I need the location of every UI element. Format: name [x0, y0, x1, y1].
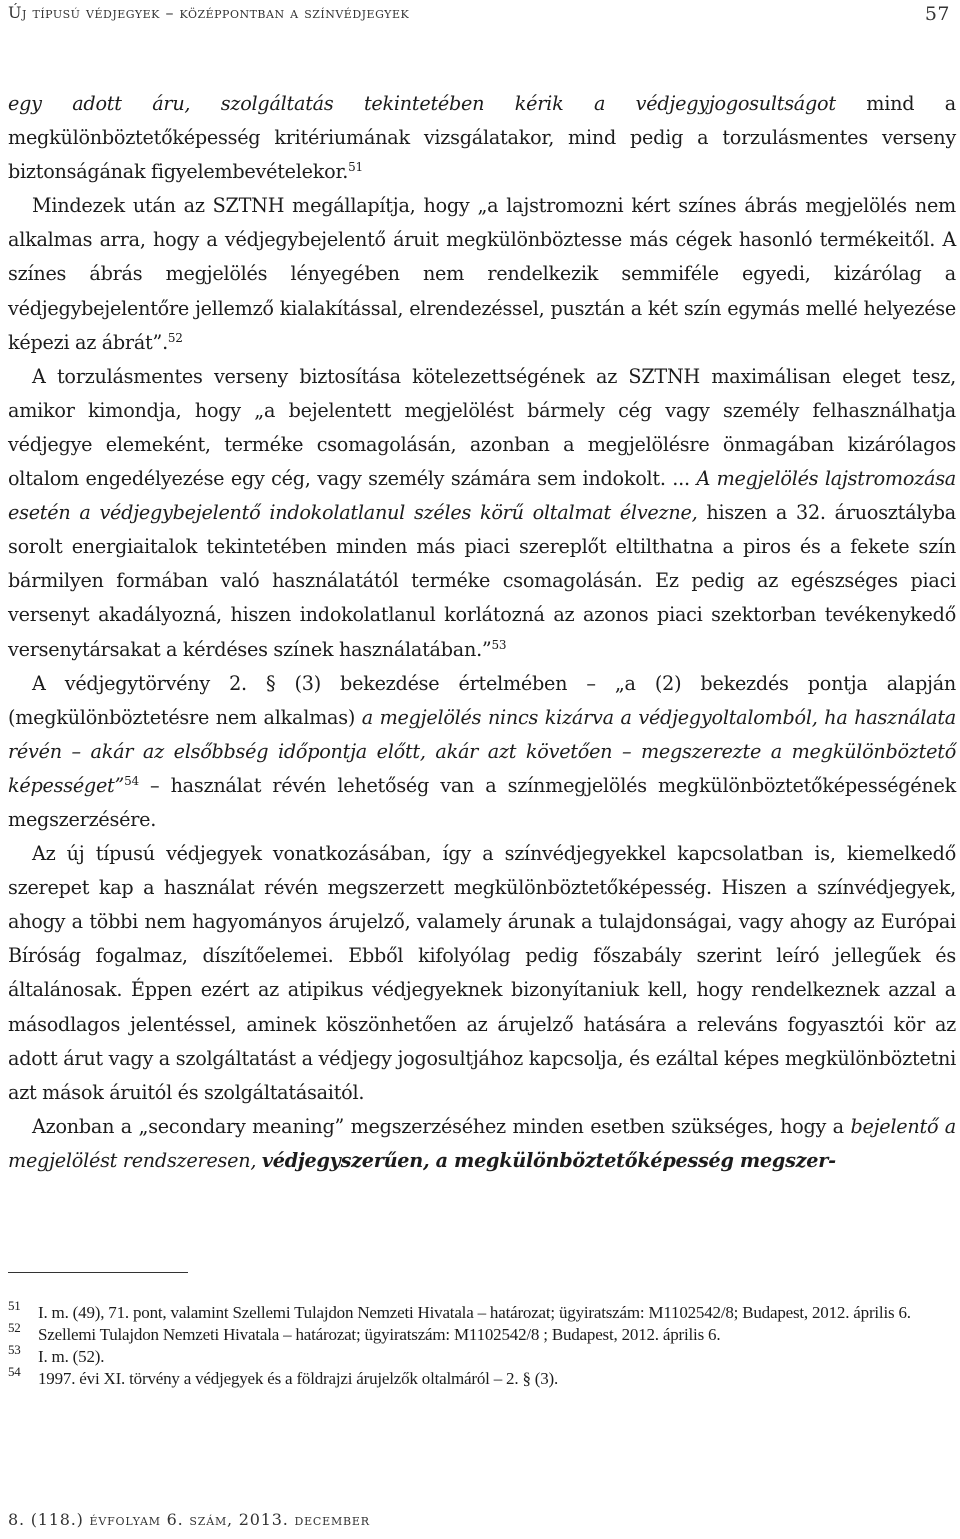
p5-text: Az új típusú védjegyek vonatkozásában, így a színvédjegyekkel kapcsolatban is, kiemelkedő szerepet kap a használat révén megszerzett megkülönböztetőképesség. Hiszen a színvédjegyek, ahogy a többi nem hagyományos árujelző, valamely árunak a tulajdonságai, vagy ahogy az Európai Bíróság fogalmaz, díszítőelemei. Ebből kifolyólag pedig főszabály szerint leíró jellegűek és általánosak. Éppen ezért az atipikus védjegyeknek bizonyítaniuk kell, hogy rendelkeznek azzal a másodlagos jelentéssel, aminek köszönhetően az árujelző hatására a releváns fogyasztói kör az adott árut vagy a szolgáltatást a védjegy jogosultjához kapcsolja, és ezáltal képes megkülönböztetni azt mások áruitól és szolgáltatásaitól. — [8, 842, 956, 1104]
p4-italic: a megjelölés nincs kizárva a védjegyoltalomból, ha használata révén – akár az elsőbbség időpontja előtt, akár azt követően – megszerezte a megkülönböztető képességet” — [8, 705, 956, 797]
footnote-52 — [8, 1320, 960, 1346]
footnote-ref-52[interactable]: 52 — [167, 330, 183, 345]
running-header — [8, 3, 956, 27]
footnote-text: Szellemi Tulajdon Nemzeti Hivatala – határozat; ügyiratszám: M1102542/8 ; Budapest, 2012. április 6. — [38, 1325, 721, 1344]
p3-text: A torzulásmentes verseny biztosítása kötelezettségének az SZTNH maximálisan eleget tesz, amikor kimondja, hogy „a bejelentett megjelölést bármely cég vagy személy felhasználhatja védjegye elemeként, terméke csomagolásán, azonban a megjelölésre önmagában kizárólagos oltalom engedélyezése egy cég, vagy személy számára sem indokolt. ... — [8, 364, 956, 491]
paragraph-6 — [8, 1110, 956, 1178]
p6-italic: bejelentő a megjelölést rendszeresen, — [8, 1114, 956, 1172]
paragraph-2 — [8, 189, 956, 359]
p3-italic: A megjelölés lajstromozása esetén a védjegybejelentő indokolatlanul széles körű oltalmat élvezne, — [8, 467, 956, 525]
footnote-text: 1997. évi XI. törvény a védjegyek és a földrajzi árujelzők oltalmáról – 2. § (3). — [38, 1369, 559, 1388]
paragraph-1 — [8, 87, 956, 189]
p1-text: mind a megkülönböztetőképesség kritériumának vizsgálatakor, mind pedig a torzulásmentes verseny biztonságának figyelembevételekor. — [8, 92, 956, 184]
footnote-number: 53 — [8, 1342, 21, 1357]
paragraph-5 — [8, 837, 956, 1110]
footnote-number: 52 — [8, 1320, 21, 1335]
footnote-ref-54[interactable]: 54 — [124, 773, 139, 788]
paragraph-3 — [8, 360, 956, 667]
footnote-divider — [8, 1272, 188, 1273]
footnote-53 — [8, 1342, 960, 1368]
p4-text: A védjegytörvény 2. § (3) bekezdése értelmében – „a (2) bekezdés pontja alapján (megkülönböztetésre nem alkalmas) — [8, 671, 956, 729]
footnote-ref-51[interactable]: 51 — [348, 160, 363, 175]
p6-text: Azonban a „secondary meaning” megszerzéséhez minden esetben szükséges, hogy a — [32, 1114, 851, 1138]
body-text — [8, 87, 956, 1178]
p6-bold-italic: védjegyszerűen, a megkülönböztetőképesség megszer- — [261, 1148, 836, 1172]
footnote-54 — [8, 1364, 960, 1390]
footnote-number: 51 — [8, 1298, 21, 1313]
footnote-ref-53[interactable]: 53 — [491, 637, 507, 652]
footnote-text: I. m. (49), 71. pont, valamint Szellemi Tulajdon Nemzeti Hivatala – határozat; ügyiratszám: M1102542/8; Budapest, 2012. április 6. — [38, 1303, 911, 1322]
footnote-text: I. m. (52). — [38, 1347, 105, 1366]
footnote-51 — [8, 1298, 960, 1324]
footnotes — [8, 1298, 960, 1390]
paragraph-4 — [8, 667, 956, 837]
p3-text-2: hiszen a 32. áruosztályba sorolt energiaitalok tekintetében minden más piaci szereplőt eltilthatna a piros és a fekete szín bármilyen formában való használatától terméke csomagolásán. Ez pedig az egészséges piaci versenyt akadályozná, hiszen indokolatlanul korlátozná az azonos piaci szektorban tevékenykedő versenytársakat a kérdéses színek használatában.” — [8, 501, 956, 661]
issue-footer: 8. (118.) évfolyam 6. szám, 2013. december — [8, 1510, 370, 1529]
p4-text-2: – használat révén lehetőség van a színmegjelölés megkülönböztetőképességének megszerzésére. — [8, 773, 956, 831]
page-number: 57 — [924, 3, 950, 25]
footnote-number: 54 — [8, 1364, 21, 1379]
p1-italic: egy adott áru, szolgáltatás tekintetében kérik a védjegyjogosultságot — [8, 92, 836, 115]
p2-text: Mindezek után az SZTNH megállapítja, hogy „a lajstromozni kért színes ábrás megjelölés nem alkalmas arra, hogy a védjegybejelentő áruit megkülönböztesse más cégek hasonló termékeitől. A színes ábrás megjelölés lényegében nem rendelkezik semmiféle egyedi, kizárólag a védjegybejelentőre jellemző kialakítással, elrendezéssel, pusztán a két szín egymás mellé helyezése képezi az ábrát”. — [8, 194, 956, 354]
running-title: Új típusú védjegyek – középpontban a színvédjegyek — [8, 3, 410, 22]
